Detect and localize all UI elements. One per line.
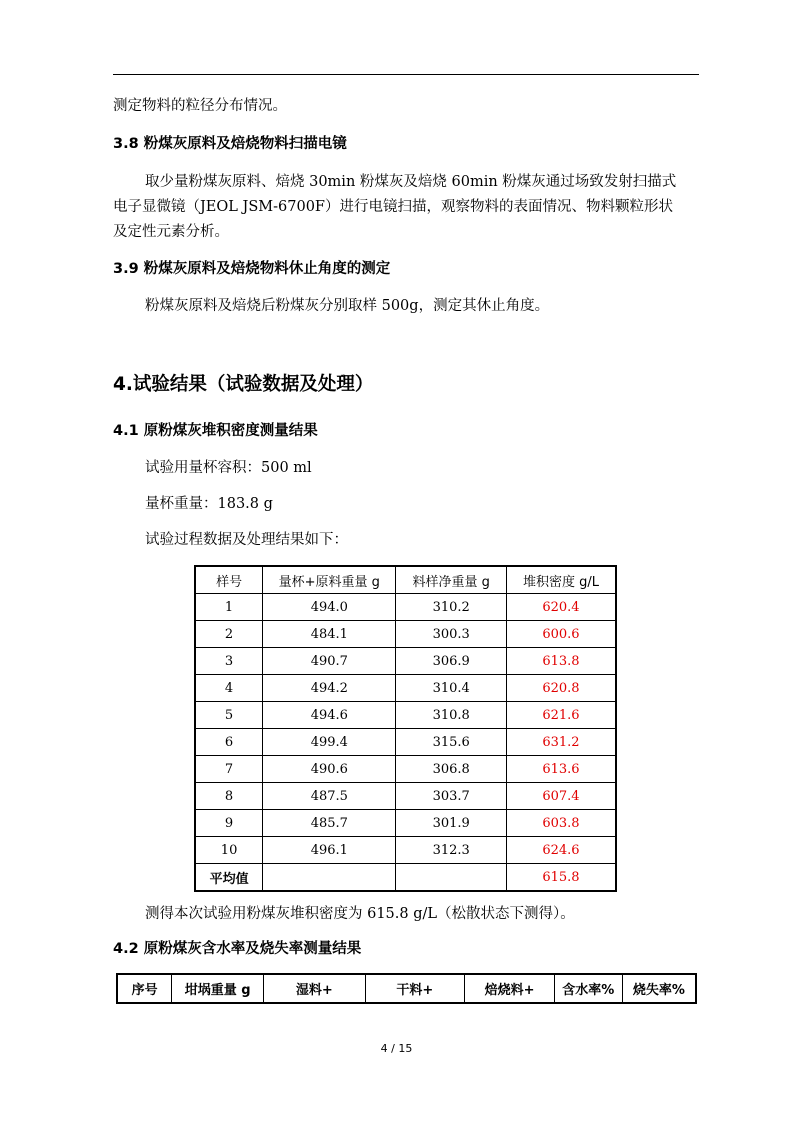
cell-sample: 2: [195, 621, 263, 648]
table-row: [195, 756, 616, 783]
cell-density: 631.2: [506, 729, 616, 756]
bulk-density-conclusion: 测得本次试验用粉煤灰堆积密度为 615.8 g/L（松散状态下测得）。: [145, 906, 575, 922]
table-row: [195, 702, 616, 729]
col-header-net-weight: 料样净重量 g: [396, 566, 506, 594]
cell-density: 613.8: [506, 648, 616, 675]
average-value: 615.8: [506, 864, 616, 892]
cell-net: 306.8: [396, 756, 506, 783]
cell-gross: 490.6: [263, 756, 396, 783]
col-header-wet-material: 湿料+: [263, 974, 365, 1003]
cell-gross: 494.2: [263, 675, 396, 702]
section-4-1-heading: 4.1 原粉煤灰堆积密度测量结果: [113, 423, 318, 439]
cell-sample: 5: [195, 702, 263, 729]
cell-gross: 490.7: [263, 648, 396, 675]
table-row: [195, 783, 616, 810]
moisture-loi-table: [116, 973, 697, 1004]
cell-density: 620.8: [506, 675, 616, 702]
col-header-index: 序号: [117, 974, 172, 1003]
cell-gross: 487.5: [263, 783, 396, 810]
table-row: [195, 621, 616, 648]
header-rule: [113, 74, 699, 75]
cell-sample: 4: [195, 675, 263, 702]
table-row: [195, 648, 616, 675]
cell-density: 621.6: [506, 702, 616, 729]
cell-gross: 499.4: [263, 729, 396, 756]
intro-line: 测定物料的粒径分布情况。: [113, 98, 287, 114]
cell-net: 306.9: [396, 648, 506, 675]
col-header-roasted-material: 焙烧料+: [465, 974, 555, 1003]
col-header-dry-material: 干料+: [365, 974, 465, 1003]
cell-gross: 484.1: [263, 621, 396, 648]
cell-gross: 496.1: [263, 837, 396, 864]
cell-sample: 9: [195, 810, 263, 837]
table-row: [195, 837, 616, 864]
process-intro-line: 试验过程数据及处理结果如下：: [145, 532, 348, 548]
cell-net: 312.3: [396, 837, 506, 864]
cell-sample: 1: [195, 594, 263, 621]
cell-density: 613.6: [506, 756, 616, 783]
section-4-2-heading: 4.2 原粉煤灰含水率及烧失率测量结果: [113, 941, 362, 957]
table-header-row: [117, 974, 696, 1003]
table-row: [195, 810, 616, 837]
table-row: [195, 675, 616, 702]
cell-gross: 494.0: [263, 594, 396, 621]
average-empty-cell: [396, 864, 506, 892]
section-3-9-heading: 3.9 粉煤灰原料及焙烧物料休止角度的测定: [113, 261, 391, 277]
cell-density: 624.6: [506, 837, 616, 864]
cell-density: 600.6: [506, 621, 616, 648]
cell-sample: 6: [195, 729, 263, 756]
cell-gross: 494.6: [263, 702, 396, 729]
col-header-crucible-weight: 坩埚重量 g: [172, 974, 264, 1003]
cup-weight-line: 量杯重量：183.8 g: [145, 496, 273, 512]
cell-net: 301.9: [396, 810, 506, 837]
cell-sample: 3: [195, 648, 263, 675]
section-3-8-heading: 3.8 粉煤灰原料及焙烧物料扫描电镜: [113, 136, 347, 152]
cell-net: 310.2: [396, 594, 506, 621]
section-3-8-line-3: 及定性元素分析。: [113, 224, 229, 240]
average-empty-cell: [263, 864, 396, 892]
section-3-8-line-2: 电子显微镜（JEOL JSM-6700F）进行电镜扫描，观察物料的表面情况、物料颗粒形状: [113, 199, 673, 215]
bulk-density-table: [194, 565, 617, 892]
table-average-row: [195, 864, 616, 892]
col-header-loss-on-ignition: 烧失率%: [622, 974, 696, 1003]
cell-sample: 8: [195, 783, 263, 810]
cell-density: 620.4: [506, 594, 616, 621]
cell-net: 303.7: [396, 783, 506, 810]
page-number: 4 / 15: [380, 1042, 413, 1055]
col-header-sample: 样号: [195, 566, 263, 594]
table-row: [195, 729, 616, 756]
cell-net: 300.3: [396, 621, 506, 648]
col-header-moisture-rate: 含水率%: [554, 974, 622, 1003]
cup-volume-line: 试验用量杯容积：500 ml: [145, 460, 312, 476]
cell-sample: 7: [195, 756, 263, 783]
cell-sample: 10: [195, 837, 263, 864]
average-label: 平均值: [195, 864, 263, 892]
col-header-cup-plus-material: 量杯+原料重量 g: [263, 566, 396, 594]
cell-gross: 485.7: [263, 810, 396, 837]
table-row: [195, 594, 616, 621]
cell-density: 607.4: [506, 783, 616, 810]
section-3-8-line-1: 取少量粉煤灰原料、焙烧 30min 粉煤灰及焙烧 60min 粉煤灰通过场致发射扫描式: [145, 174, 677, 190]
cell-net: 310.4: [396, 675, 506, 702]
cell-net: 310.8: [396, 702, 506, 729]
cell-net: 315.6: [396, 729, 506, 756]
table-header-row: [195, 566, 616, 594]
section-4-heading: 4.试验结果（试验数据及处理）: [113, 374, 374, 395]
cell-density: 603.8: [506, 810, 616, 837]
col-header-bulk-density: 堆积密度 g/L: [506, 566, 616, 594]
section-3-9-paragraph: 粉煤灰原料及焙烧后粉煤灰分别取样 500g，测定其休止角度。: [145, 298, 550, 314]
